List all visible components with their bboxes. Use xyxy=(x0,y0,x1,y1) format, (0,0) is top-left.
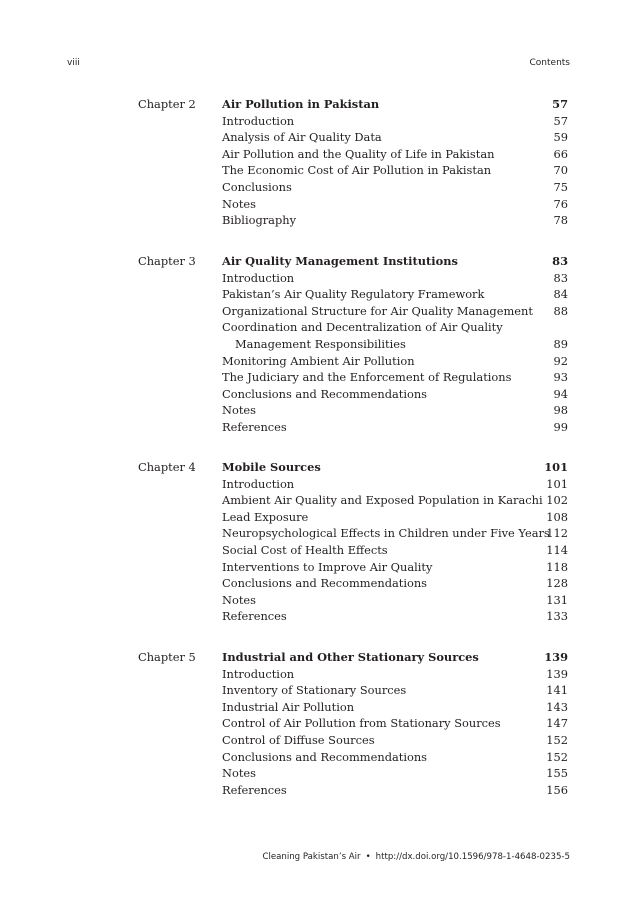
entry-title: Notes xyxy=(222,196,256,211)
entry-title: Introduction xyxy=(222,113,295,128)
toc-entry[interactable] xyxy=(222,476,568,493)
toc-entry[interactable] xyxy=(222,402,568,419)
toc-entry[interactable] xyxy=(222,542,568,559)
entry-title: Notes xyxy=(222,403,256,418)
entry-page: 147 xyxy=(546,716,568,731)
toc-entry[interactable] xyxy=(222,492,568,509)
entry-title: References xyxy=(222,419,287,434)
chapter-label: Chapter 5 xyxy=(138,650,196,664)
toc-entry[interactable] xyxy=(222,575,568,592)
chapter-entries xyxy=(222,649,568,798)
entry-title: Pakistan’s Air Quality Regulatory Framework xyxy=(222,287,485,302)
toc-entry[interactable] xyxy=(222,509,568,526)
toc-entry[interactable] xyxy=(222,608,568,625)
entry-title: Management Responsibilities xyxy=(235,336,406,351)
footer-doi-link[interactable]: http://dx.doi.org/10.1596/978-1-4648-0235-5 xyxy=(375,852,570,862)
entry-page: 59 xyxy=(553,130,568,145)
entry-page: 102 xyxy=(546,493,568,508)
toc-entry[interactable] xyxy=(222,459,568,476)
chapter-entries xyxy=(222,96,568,229)
entry-page: 143 xyxy=(546,699,568,714)
toc-entry[interactable] xyxy=(222,212,568,229)
entry-page: 139 xyxy=(546,666,568,681)
entry-page: 84 xyxy=(553,287,568,302)
entry-page: 131 xyxy=(546,592,568,607)
toc-entry[interactable] xyxy=(222,286,568,303)
entry-page: 83 xyxy=(552,254,568,268)
entry-page: 114 xyxy=(546,542,568,557)
toc-entry[interactable] xyxy=(222,782,568,799)
entry-page: 83 xyxy=(553,270,568,285)
toc-entry[interactable] xyxy=(222,196,568,213)
entry-page: 141 xyxy=(546,683,568,698)
entry-title: Industrial and Other Stationary Sources xyxy=(222,650,479,664)
entry-title: Mobile Sources xyxy=(222,460,321,474)
toc-entry[interactable] xyxy=(222,699,568,716)
entry-title: The Economic Cost of Air Pollution in Pakistan xyxy=(222,163,492,178)
entry-title: Notes xyxy=(222,592,256,607)
entry-page: 118 xyxy=(546,559,568,574)
entry-page: 92 xyxy=(553,353,568,368)
page-footer xyxy=(262,852,570,862)
entry-page: 128 xyxy=(546,576,568,591)
toc-entry[interactable] xyxy=(222,666,568,683)
chapter-label: Chapter 4 xyxy=(138,460,196,474)
entry-page: 155 xyxy=(546,766,568,781)
entry-title: Interventions to Improve Air Quality xyxy=(222,559,433,574)
toc-entry[interactable] xyxy=(222,179,568,196)
entry-title: Conclusions xyxy=(222,179,292,194)
entry-page: 99 xyxy=(553,419,568,434)
entry-page: 89 xyxy=(553,336,568,351)
toc-entry[interactable] xyxy=(222,592,568,609)
footer-separator: • xyxy=(365,852,371,862)
chapter-label: Chapter 2 xyxy=(138,97,196,111)
toc-entry[interactable] xyxy=(222,649,568,666)
entry-page: 57 xyxy=(553,113,568,128)
entry-title: Lead Exposure xyxy=(222,509,309,524)
entry-title: Bibliography xyxy=(222,213,297,228)
entry-title: Notes xyxy=(222,766,256,781)
chapter-label: Chapter 3 xyxy=(138,254,196,268)
toc-entry[interactable] xyxy=(222,113,568,130)
toc-entry[interactable] xyxy=(222,353,568,370)
entry-page: 57 xyxy=(552,97,568,111)
toc-entry[interactable] xyxy=(222,386,568,403)
entry-page: 139 xyxy=(544,650,568,664)
toc-entry[interactable] xyxy=(222,765,568,782)
entry-page: 76 xyxy=(553,196,568,211)
toc-entry[interactable] xyxy=(222,319,568,336)
entry-title: Analysis of Air Quality Data xyxy=(222,130,382,145)
entry-title: Introduction xyxy=(222,666,295,681)
entry-title: The Judiciary and the Enforcement of Regulations xyxy=(222,370,512,385)
entry-page: 75 xyxy=(553,179,568,194)
entry-title: Introduction xyxy=(222,270,295,285)
entry-page: 152 xyxy=(546,732,568,747)
entry-page: 156 xyxy=(546,782,568,797)
entry-title: Inventory of Stationary Sources xyxy=(222,683,407,698)
entry-title: Conclusions and Recommendations xyxy=(222,386,428,401)
entry-title: Conclusions and Recommendations xyxy=(222,576,428,591)
entry-page: 70 xyxy=(553,163,568,178)
entry-title: References xyxy=(222,782,287,797)
toc-entry[interactable] xyxy=(222,749,568,766)
entry-title: Industrial Air Pollution xyxy=(222,699,355,714)
toc-entry[interactable] xyxy=(222,96,568,113)
toc-entry[interactable] xyxy=(222,270,568,287)
toc-entry[interactable] xyxy=(222,129,568,146)
page-folio: viii xyxy=(67,58,80,68)
toc-entry[interactable] xyxy=(222,715,568,732)
entry-title: Neuropsychological Effects in Children under Five Years xyxy=(222,526,550,541)
toc-entry[interactable] xyxy=(222,559,568,576)
entry-page: 88 xyxy=(553,303,568,318)
toc-entry[interactable] xyxy=(222,419,568,436)
entry-title: Air Quality Management Institutions xyxy=(222,254,458,268)
entry-title: Air Pollution in Pakistan xyxy=(222,97,380,111)
entry-page: 152 xyxy=(546,749,568,764)
entry-title: References xyxy=(222,609,287,624)
entry-title: Conclusions and Recommendations xyxy=(222,749,428,764)
entry-page: 112 xyxy=(546,526,568,541)
entry-page: 98 xyxy=(553,403,568,418)
chapter-entries xyxy=(222,253,568,436)
toc-entry[interactable] xyxy=(222,682,568,699)
entry-page: 66 xyxy=(553,146,568,161)
entry-title: Introduction xyxy=(222,476,295,491)
entry-title: Social Cost of Health Effects xyxy=(222,542,388,557)
toc-entry[interactable] xyxy=(222,732,568,749)
entry-page: 101 xyxy=(546,476,568,491)
toc-entry[interactable] xyxy=(222,253,568,270)
entry-title: Ambient Air Quality and Exposed Population in Karachi xyxy=(222,493,543,508)
section-title: Contents xyxy=(529,58,570,68)
footer-book-title: Cleaning Pakistan’s Air xyxy=(262,852,361,862)
toc-entry[interactable] xyxy=(222,369,568,386)
entry-title: Control of Diffuse Sources xyxy=(222,732,375,747)
running-head xyxy=(67,58,570,72)
toc-entry[interactable] xyxy=(222,146,568,163)
entry-page: 78 xyxy=(553,213,568,228)
chapter-entries xyxy=(222,459,568,625)
entry-page: 93 xyxy=(553,370,568,385)
entry-page: 101 xyxy=(544,460,568,474)
entry-page: 108 xyxy=(546,509,568,524)
entry-title: Monitoring Ambient Air Pollution xyxy=(222,353,415,368)
entry-title: Coordination and Decentralization of Air Quality xyxy=(222,320,503,335)
toc-entry[interactable] xyxy=(222,525,568,542)
entry-title: Air Pollution and the Quality of Life in Pakistan xyxy=(222,146,495,161)
toc-entry[interactable] xyxy=(222,336,568,353)
toc-entry[interactable] xyxy=(222,303,568,320)
entry-title: Organizational Structure for Air Quality Management xyxy=(222,303,533,318)
entry-title: Control of Air Pollution from Stationary Sources xyxy=(222,716,501,731)
toc-entry[interactable] xyxy=(222,162,568,179)
entry-page: 133 xyxy=(546,609,568,624)
entry-page: 94 xyxy=(553,386,568,401)
